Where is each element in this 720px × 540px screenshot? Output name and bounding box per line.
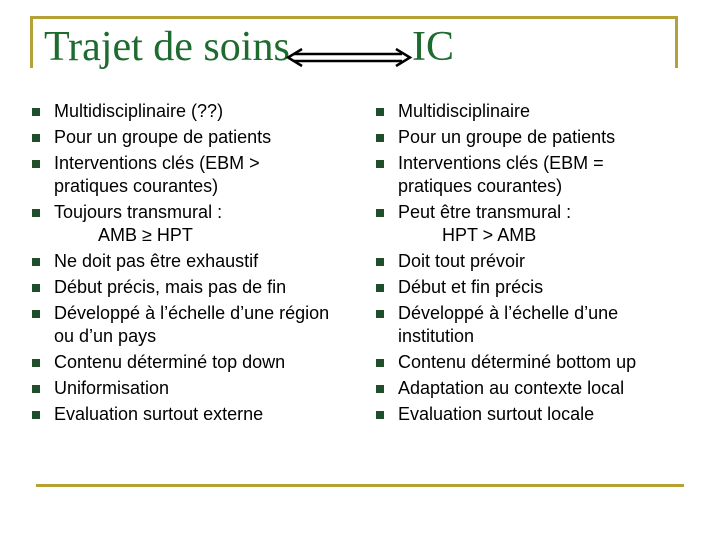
square-bullet-icon bbox=[376, 258, 384, 266]
list-item bbox=[374, 100, 674, 123]
square-bullet-icon bbox=[376, 284, 384, 292]
list-item bbox=[30, 351, 330, 374]
list-item-text: Début précis, mais pas de fin bbox=[54, 277, 287, 297]
list-item bbox=[374, 276, 674, 299]
square-bullet-icon bbox=[376, 411, 384, 419]
square-bullet-icon bbox=[376, 134, 384, 142]
list-item bbox=[374, 126, 674, 149]
list-item-text: Evaluation surtout locale bbox=[398, 404, 595, 424]
square-bullet-icon bbox=[376, 310, 384, 318]
list-item bbox=[374, 377, 674, 400]
list-item bbox=[374, 250, 674, 273]
list-item-text: Début et fin précis bbox=[398, 277, 544, 297]
frame-right-border bbox=[675, 16, 678, 68]
frame-top-border bbox=[30, 16, 678, 19]
list-item-subtext: HPT > AMB bbox=[442, 225, 537, 245]
square-bullet-icon bbox=[32, 411, 40, 419]
list-item-text: Pour un groupe de patients bbox=[54, 127, 272, 147]
list-item bbox=[374, 302, 674, 348]
list-item bbox=[30, 377, 330, 400]
list-item-text: Ne doit pas être exhaustif bbox=[54, 251, 259, 271]
list-item bbox=[374, 351, 674, 374]
square-bullet-icon bbox=[376, 359, 384, 367]
list-item-text: Contenu déterminé bottom up bbox=[398, 352, 637, 372]
double-arrow-icon bbox=[284, 48, 414, 68]
right-bullet-list bbox=[374, 100, 674, 426]
list-item bbox=[30, 100, 330, 123]
square-bullet-icon bbox=[376, 385, 384, 393]
list-item-text: Adaptation au contexte local bbox=[398, 378, 625, 398]
list-item-text: Multidisciplinaire bbox=[398, 101, 531, 121]
square-bullet-icon bbox=[32, 310, 40, 318]
square-bullet-icon bbox=[32, 134, 40, 142]
list-item-text: Evaluation surtout externe bbox=[54, 404, 264, 424]
list-item bbox=[374, 201, 674, 247]
square-bullet-icon bbox=[32, 160, 40, 168]
square-bullet-icon bbox=[32, 359, 40, 367]
list-item bbox=[30, 201, 330, 247]
list-item bbox=[374, 152, 674, 198]
list-item bbox=[374, 403, 674, 426]
slide-title-right: IC bbox=[412, 24, 454, 70]
list-item-text: Développé à l’échelle d’une institution bbox=[398, 303, 619, 346]
list-item bbox=[30, 250, 330, 273]
list-item bbox=[30, 302, 330, 348]
right-column bbox=[374, 100, 674, 429]
square-bullet-icon bbox=[376, 160, 384, 168]
square-bullet-icon bbox=[32, 209, 40, 217]
square-bullet-icon bbox=[32, 108, 40, 116]
square-bullet-icon bbox=[32, 385, 40, 393]
list-item bbox=[30, 152, 330, 198]
square-bullet-icon bbox=[32, 284, 40, 292]
slide-title-left: Trajet de soins bbox=[44, 24, 290, 70]
list-item bbox=[30, 403, 330, 426]
left-column bbox=[30, 100, 330, 429]
square-bullet-icon bbox=[376, 209, 384, 217]
square-bullet-icon bbox=[32, 258, 40, 266]
list-item-text: Multidisciplinaire (??) bbox=[54, 101, 224, 121]
list-item-text: Doit tout prévoir bbox=[398, 251, 526, 271]
list-item bbox=[30, 276, 330, 299]
list-item bbox=[30, 126, 330, 149]
bottom-rule bbox=[36, 484, 684, 487]
list-item-subtext: AMB ≥ HPT bbox=[98, 225, 193, 245]
list-item-text: Développé à l’échelle d’une région ou d’un pays bbox=[54, 303, 330, 346]
list-item-text: Interventions clés (EBM > pratiques courantes) bbox=[54, 153, 260, 196]
left-bullet-list bbox=[30, 100, 330, 426]
list-item-text: Toujours transmural : bbox=[54, 202, 223, 222]
list-item-text: Pour un groupe de patients bbox=[398, 127, 616, 147]
list-item-text: Interventions clés (EBM = pratiques courantes) bbox=[398, 153, 604, 196]
list-item-text: Uniformisation bbox=[54, 378, 170, 398]
list-item-text: Contenu déterminé top down bbox=[54, 352, 286, 372]
list-item-text: Peut être transmural : bbox=[398, 202, 572, 222]
square-bullet-icon bbox=[376, 108, 384, 116]
frame-left-border bbox=[30, 16, 33, 68]
